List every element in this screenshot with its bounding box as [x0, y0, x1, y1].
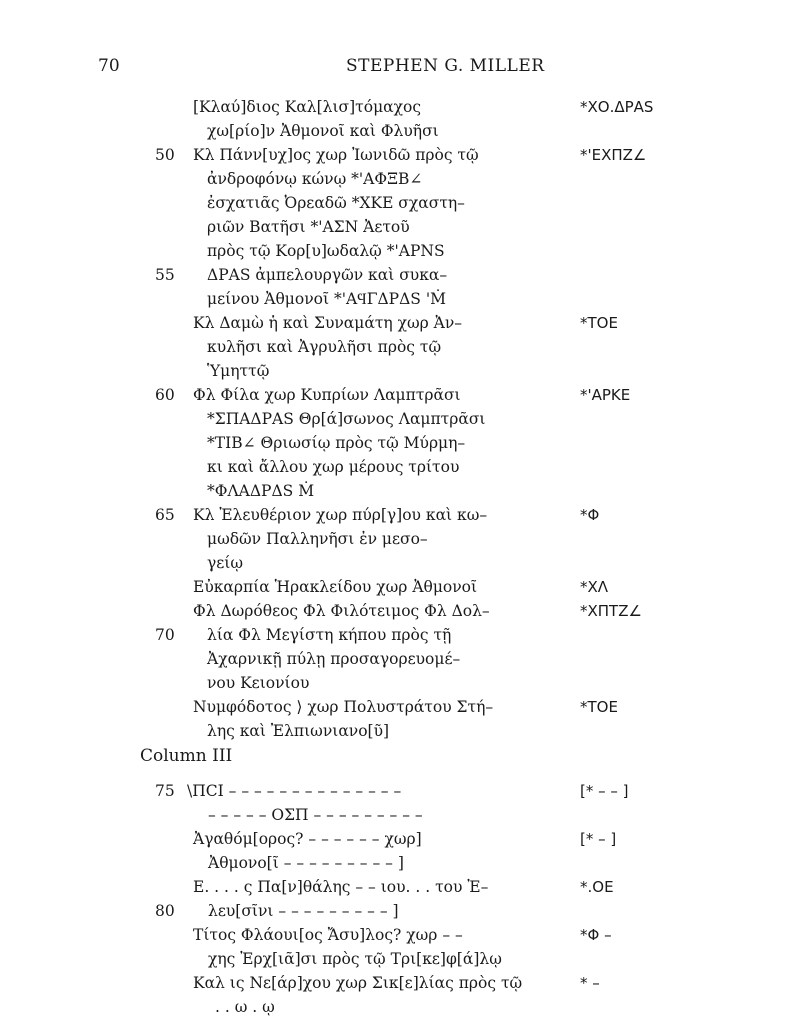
- line-text: Ἀγαθόμ[ορος? – – – – – – χωρ]: [193, 830, 422, 848]
- line-text: Νυμφόδοτος ⟩ χωρ Πολυστράτου Στή–: [193, 698, 494, 716]
- line-text: Κλ Ἐλευθέριον χωρ πύρ[γ]ου καὶ κω–: [193, 506, 488, 524]
- line-text: ριῶν Βατῆσι *'ΑΣΝ Ἀετοῦ: [207, 218, 410, 236]
- line-text: Ἀθμονο[ῖ – – – – – – – – – ]: [208, 854, 404, 872]
- line-text: Κλ Πάνν[υχ]ος χωρ Ἰωνιδῶ πρὸς τῷ: [193, 146, 479, 164]
- text-line: [0, 506, 794, 530]
- line-text: – – – – – ΟΣΠ – – – – – – – – –: [208, 806, 423, 824]
- text-line: [0, 674, 794, 698]
- line-text: ἐσχατιᾶς Ὀρεαδῶ *ΧΚΕ σχαστη–: [207, 194, 465, 212]
- value-note: *Φ: [580, 506, 600, 524]
- text-line: [0, 782, 794, 806]
- text-line: [0, 830, 794, 854]
- text-line: [0, 950, 794, 974]
- line-text: Ὑμηττῷ: [207, 362, 270, 380]
- text-line: [0, 338, 794, 362]
- value-note: *ΧΛ: [580, 578, 609, 596]
- text-line: [0, 434, 794, 458]
- line-text: χω[ρίο]ν Ἀθμονοῖ καὶ Φλυῆσι: [207, 122, 439, 140]
- line-text: *ΤΙΒ∠ Θριωσίῳ πρὸς τῷ Μύρμη–: [207, 434, 466, 452]
- text-line: [0, 218, 794, 242]
- line-text: *ΣΠΑΔΡΑS Θρ[ά]σωνος Λαμπτρᾶσι: [207, 410, 486, 428]
- line-number: 65: [155, 506, 175, 524]
- text-line: [0, 98, 794, 122]
- line-text: λία Φλ Μεγίστη κήπου πρὸς τῇ: [207, 626, 452, 644]
- value-note: * –: [580, 974, 600, 992]
- line-text: Ε. . . . ς Πα[ν]θάλης – – ιου. . . του Ἐ–: [193, 878, 489, 896]
- value-note: *ΤΟΕ: [580, 698, 618, 716]
- text-line: [0, 998, 794, 1022]
- line-text: *ΦΛΑΔΡΔS Ṁ: [207, 482, 315, 500]
- value-note: *.ΟΕ: [580, 878, 614, 896]
- text-line: [0, 554, 794, 578]
- text-line: [0, 386, 794, 410]
- line-number: 70: [155, 626, 175, 644]
- text-line: [0, 242, 794, 266]
- line-text: λευ[σῖνι – – – – – – – – – ]: [208, 902, 399, 920]
- text-line: [0, 926, 794, 950]
- text-line: [0, 362, 794, 386]
- line-text: χης Ἐρχ[ιᾶ]σι πρὸς τῷ Τρι[κε]φ[ά]λῳ: [208, 950, 502, 968]
- text-line: [0, 170, 794, 194]
- line-text: ΔΡΑS ἀμπελουργῶν καὶ συκα–: [207, 266, 448, 284]
- value-note: *Φ –: [580, 926, 612, 944]
- line-text: [Κλαύ]διος Καλ[λισ]τόμαχος: [193, 98, 422, 116]
- line-number: 75: [155, 782, 175, 800]
- line-text: Ἀχαρνικῇ πύλῃ προσαγορευομέ–: [207, 650, 461, 668]
- line-text: γείῳ: [207, 554, 244, 572]
- text-line: [0, 698, 794, 722]
- line-text: κυλῆσι καὶ Ἀγρυλῆσι πρὸς τῷ: [207, 338, 442, 356]
- line-text: νου Κειονίου: [207, 674, 310, 692]
- line-text: \ΠCΙ – – – – – – – – – – – – – –: [187, 782, 402, 800]
- line-text: μείνου Ἀθμονοῖ *'ΑϤΓΔΡΔS 'Ṁ: [207, 290, 446, 308]
- text-line: [0, 578, 794, 602]
- text-line: [0, 650, 794, 674]
- text-line: [0, 146, 794, 170]
- line-text: . . ω . ῳ: [215, 998, 275, 1016]
- line-text: μωδῶν Παλληνῆσι ἐν μεσο–: [207, 530, 428, 548]
- value-note: [* – – ]: [580, 782, 629, 800]
- value-note: *'ΕΧΠΖ∠: [580, 146, 647, 164]
- text-line: [0, 974, 794, 998]
- text-line: [0, 854, 794, 878]
- text-line: [0, 602, 794, 626]
- text-line: [0, 266, 794, 290]
- value-note: *ΧΠΤΖ∠: [580, 602, 642, 620]
- text-line: [0, 482, 794, 506]
- text-line: [0, 458, 794, 482]
- line-number: 55: [155, 266, 175, 284]
- page-header: [0, 56, 794, 80]
- line-text: πρὸς τῷ Κορ[υ]ωδαλῷ *'ΑΡΝS: [207, 242, 445, 260]
- text-line: [0, 410, 794, 434]
- line-number: 50: [155, 146, 175, 164]
- line-number: 60: [155, 386, 175, 404]
- running-title: STEPHEN G. MILLER: [346, 56, 545, 76]
- text-line: [0, 878, 794, 902]
- text-line: [0, 530, 794, 554]
- line-text: Εὐκαρπία Ἡρακλείδου χωρ Ἀθμονοῖ: [193, 578, 478, 596]
- line-text: Φλ Φίλα χωρ Κυπρίων Λαμπτρᾶσι: [193, 386, 461, 404]
- value-note: *ΧΟ.ΔΡΑS: [580, 98, 654, 116]
- value-note: *'ΑΡΚΕ: [580, 386, 631, 404]
- line-number: 80: [155, 902, 175, 920]
- text-line: [0, 806, 794, 830]
- text-line: [0, 194, 794, 218]
- line-text: Καλ ις Νε[άρ]χου χωρ Σικ[ε]λίας πρὸς τῷ: [193, 974, 523, 992]
- value-note: *ΤΟΕ: [580, 314, 618, 332]
- column-heading: Column III: [140, 746, 233, 766]
- line-text: ἀνδροφόνῳ κώνῳ *'ΑΦΞΒ∠: [207, 170, 423, 188]
- line-text: Φλ Δωρόθεος Φλ Φιλότειμος Φλ Δολ–: [193, 602, 490, 620]
- text-line: [0, 626, 794, 650]
- text-line: [0, 902, 794, 926]
- text-line: [0, 722, 794, 746]
- line-text: κι καὶ ἄλλου χωρ μέρους τρίτου: [207, 458, 460, 476]
- value-note: [* – ]: [580, 830, 617, 848]
- text-line: [0, 122, 794, 146]
- text-line: [0, 290, 794, 314]
- line-text: Τίτος Φλάουι[ος Ἄσυ]λος? χωρ – –: [193, 926, 463, 944]
- line-text: Κλ Δαμὼ ἡ καὶ Συναμάτη χωρ Ἀν–: [193, 314, 463, 332]
- text-line: [0, 314, 794, 338]
- page-number: 70: [98, 56, 120, 76]
- line-text: λης καὶ Ἐλπιωνιανο[ῦ]: [207, 722, 390, 740]
